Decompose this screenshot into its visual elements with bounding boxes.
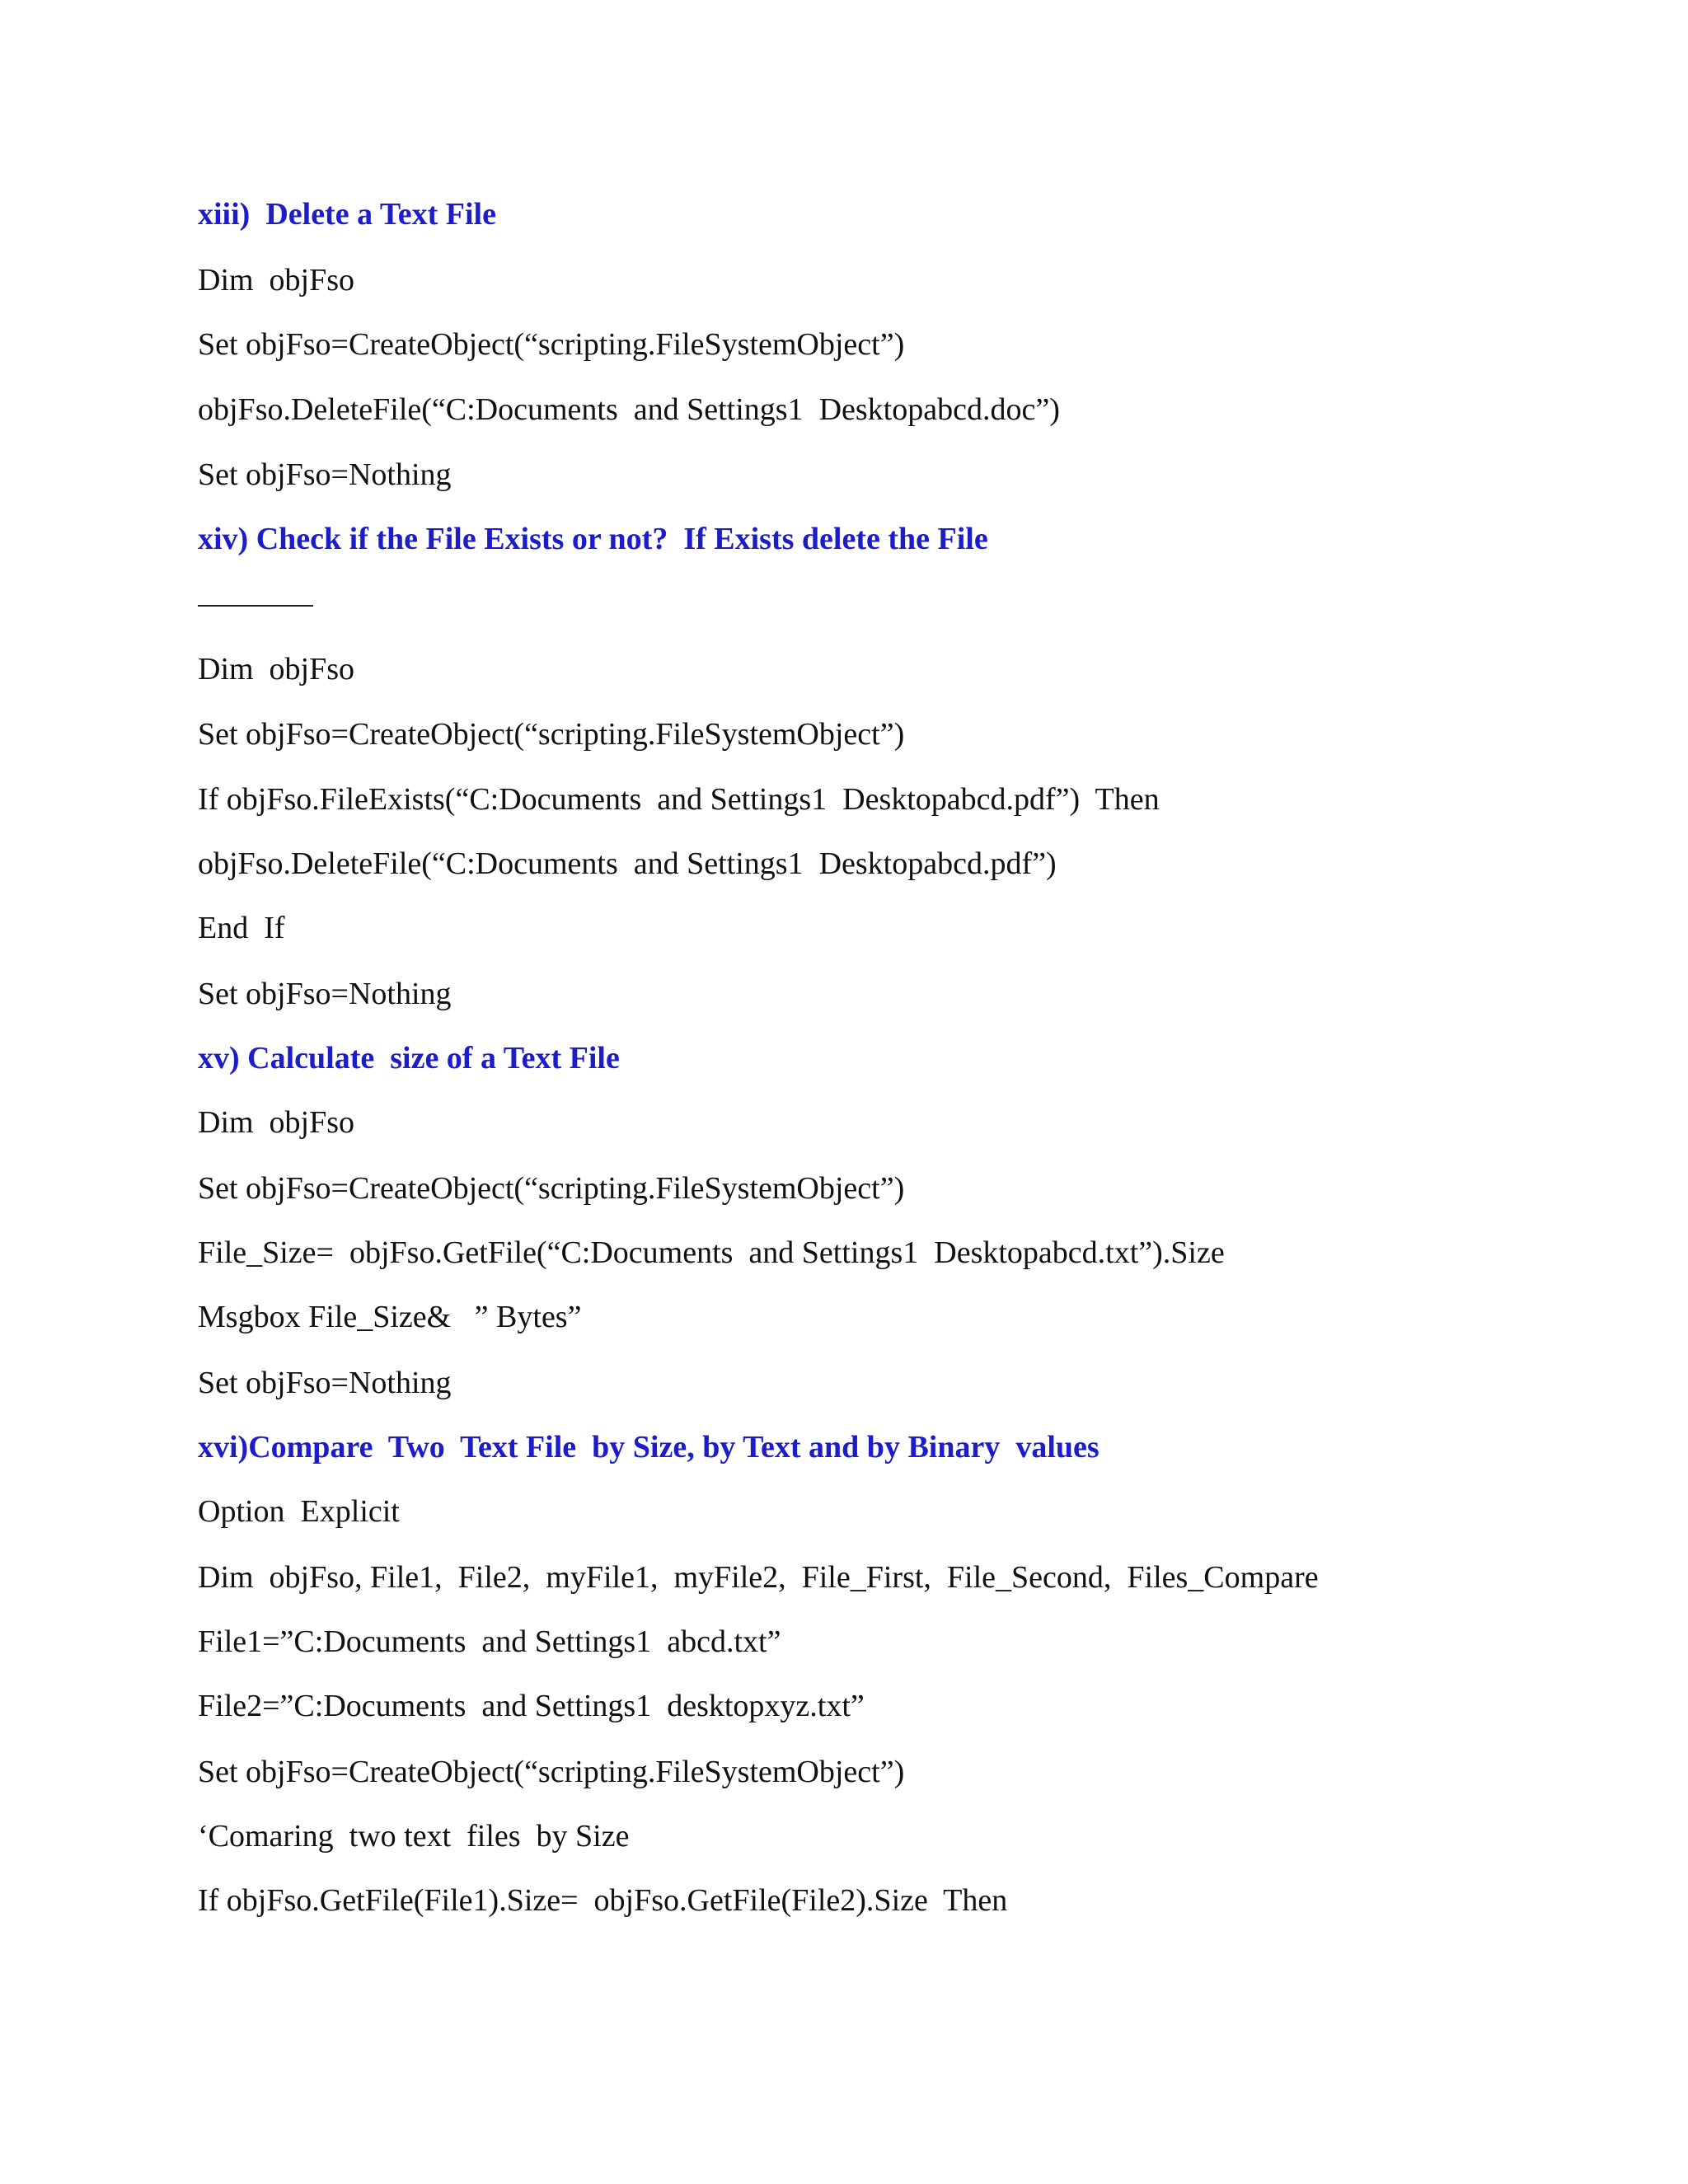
code-line: File2=”C:Documents and Settings1 desktopxyz.txt”	[198, 1689, 865, 1723]
code-line: objFso.DeleteFile(“C:Documents and Settings1 Desktopabcd.pdf”)	[198, 846, 1057, 881]
code-line: If objFso.FileExists(“C:Documents and Settings1 Desktopabcd.pdf”) Then	[198, 782, 1160, 817]
code-line: End If	[198, 911, 285, 945]
code-line: Msgbox File_Size& ” Bytes”	[198, 1300, 582, 1334]
code-line: Set objFso=CreateObject(“scripting.FileSystemObject”)	[198, 717, 905, 752]
code-line: File_Size= objFso.GetFile(“C:Documents and Settings1 Desktopabcd.txt”).Size	[198, 1235, 1225, 1270]
code-line: Set objFso=CreateObject(“scripting.FileSystemObject”)	[198, 1755, 905, 1789]
code-line: Dim objFso	[198, 263, 355, 298]
code-line: Set objFso=CreateObject(“scripting.FileSystemObject”)	[198, 1171, 905, 1206]
section-heading-calculate-size: xv) Calculate size of a Text File	[198, 1041, 620, 1076]
section-heading-delete-text-file: xiii) Delete a Text File	[198, 197, 496, 232]
section-heading-compare-files: xvi)Compare Two Text File by Size, by Text and by Binary values	[198, 1430, 1100, 1465]
code-line: Option Explicit	[198, 1494, 400, 1529]
code-line: objFso.DeleteFile(“C:Documents and Settings1 Desktopabcd.doc”)	[198, 392, 1060, 427]
code-line: Set objFso=CreateObject(“scripting.FileSystemObject”)	[198, 327, 905, 362]
code-line: If objFso.GetFile(File1).Size= objFso.GetFile(File2).Size Then	[198, 1883, 1008, 1918]
code-line: Set objFso=Nothing	[198, 457, 452, 492]
code-line: File1=”C:Documents and Settings1 abcd.txt”	[198, 1624, 781, 1659]
code-line: Dim objFso	[198, 1105, 355, 1140]
section-heading-check-file-exists: xiv) Check if the File Exists or not? If Exists delete the File	[198, 522, 988, 556]
code-line: Dim objFso, File1, File2, myFile1, myFile2, File_First, File_Second, Files_Compare	[198, 1560, 1319, 1595]
code-line: Dim objFso	[198, 652, 355, 687]
code-comment-line: ‘Comaring two text files by Size	[198, 1819, 630, 1854]
horizontal-rule	[198, 605, 313, 607]
code-line: Set objFso=Nothing	[198, 1366, 452, 1400]
code-line: Set objFso=Nothing	[198, 977, 452, 1011]
